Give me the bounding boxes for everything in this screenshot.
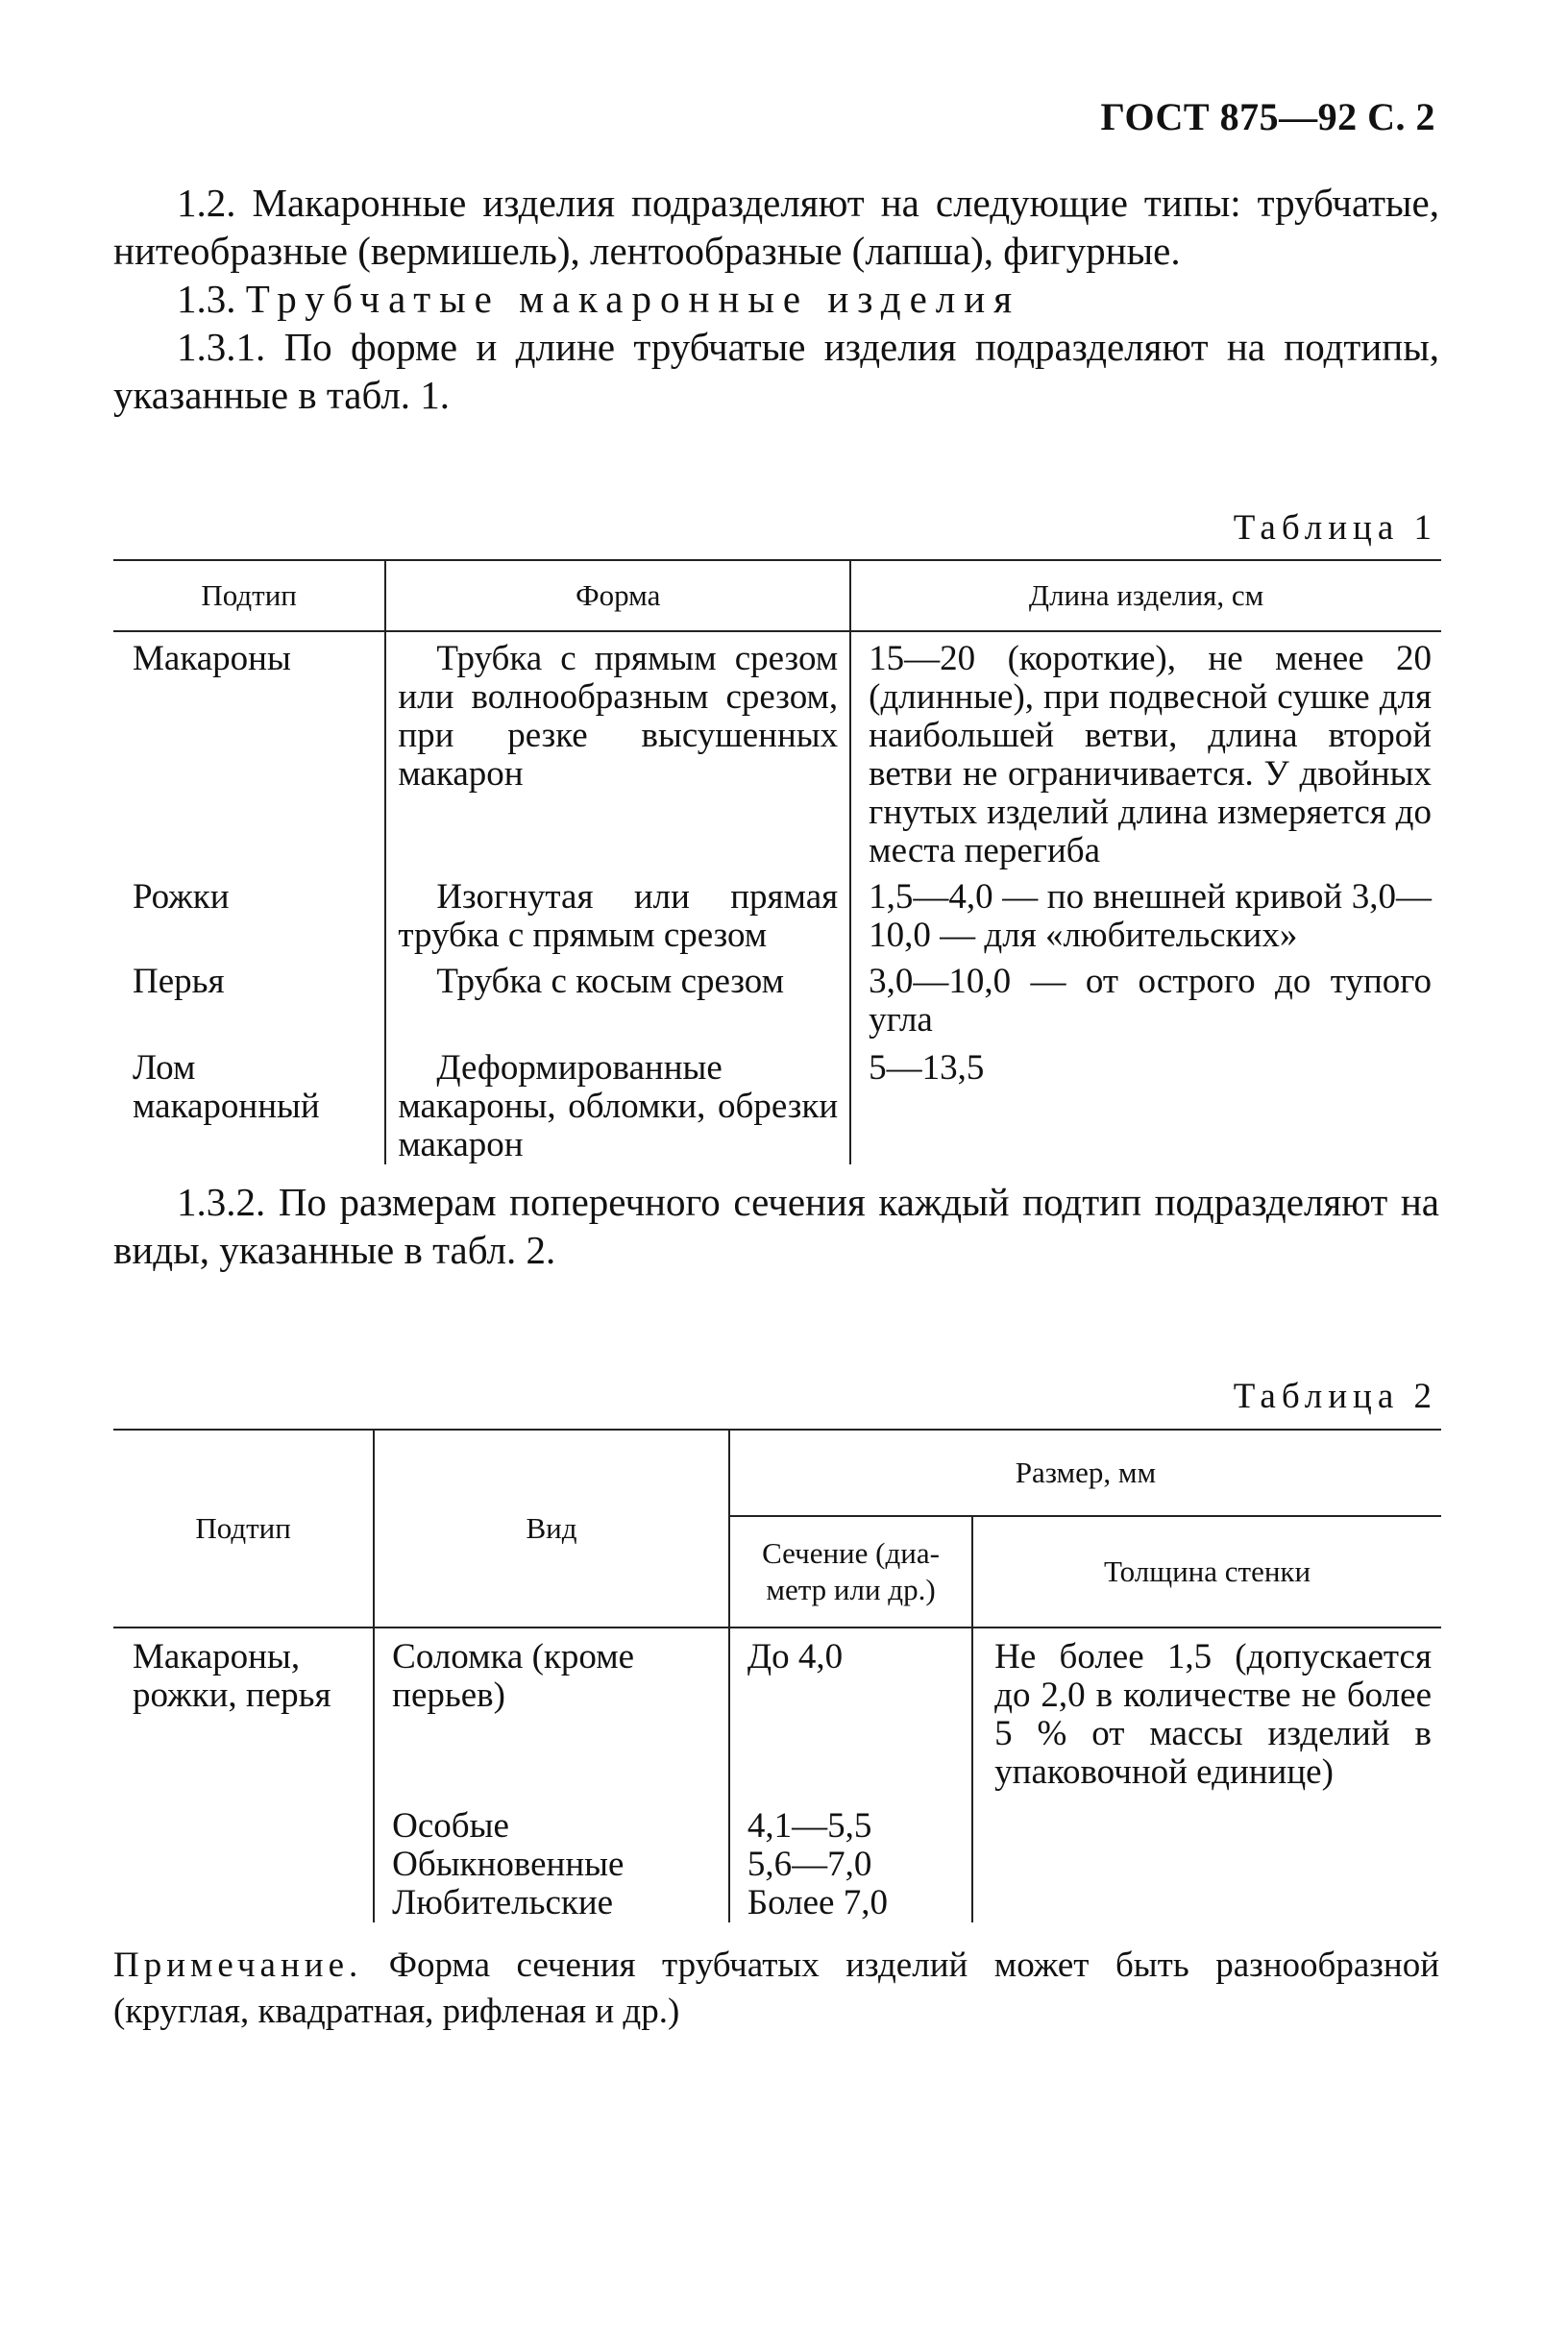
table-2-cell-kind: Соломка (кроме перьев) [374,1628,729,1807]
page-header: ГОСТ 875—92 С. 2 [1100,95,1435,138]
table-2-cell-kind: Любительские [374,1884,729,1922]
table-2-header-subtype: Подтип [113,1430,374,1628]
table-2-cell-subtype: Макароны, рожки, перья [133,1637,331,1715]
table-2-header-size: Размер, мм [729,1430,1441,1516]
table-2 [113,1429,1441,1922]
table-1-cell-length: 5—13,5 [869,1048,985,1088]
table-2-cell-kind: Особые [374,1807,729,1846]
table-1-caption: Таблица 1 [1233,508,1437,548]
table-row [113,870,1441,955]
table-1-cell-subtype: Перья [133,962,225,1001]
table-1-header-form: Форма [385,560,850,631]
table-1-cell-form: Деформированные макароны, обломки, обрезки макарон [385,1041,850,1164]
section-1-2 [113,179,1439,419]
table-2-header-row [113,1430,1441,1516]
paragraph-1-3-2: 1.3.2. По размерам поперечного сечения каждый подтип подразделяют на виды, указанные в табл. 2. [113,1180,1439,1272]
table-2-cell-wall: Не более 1,5 (допускается до 2,0 в количестве не более 5 % от массы изделий в упаковочной единице) [994,1637,1432,1792]
table-1-header-length: Длина изделия, см [850,560,1441,631]
table-1-cell-form: Трубка с косым срезом [385,955,850,1041]
table-1-cell-form: Трубка с прямым срезом или волнообразным срезом, при резке высушенных макарон [385,631,850,870]
table-row [113,955,1441,1041]
note-text: Форма сечения трубчатых изделий может быть разнообразной (круглая, квадратная, рифленая и др.) [113,1946,1440,2031]
table-1-cell-subtype: Рожки [133,877,230,917]
table-1-cell-form: Изогнутая или прямая трубка с прямым срезом [385,870,850,955]
paragraph-1-2: 1.2. Макаронные изделия подразделяют на следующие типы: трубчатые, нитеобразные (вермишель), лентообразные (лапша), фигурные. [113,181,1439,273]
table-1 [113,559,1441,1164]
table-2-cell-section: 4,1—5,5 [729,1807,972,1846]
table-2-cell-kind: Обыкновенные [374,1846,729,1884]
table-1-cell-length: 3,0—10,0 — от острого до тупого угла [869,962,1432,1040]
paragraph-1-3-1: 1.3.1. По форме и длине трубчатые изделия подразделяют на подтипы, указанные в табл. 1. [113,325,1439,417]
table-row [113,1628,1441,1807]
table-2-header-section [729,1516,972,1628]
paragraph-1-3-title: Трубчатые макаронные изделия [245,277,1021,321]
section-1-3-2 [113,1178,1439,1274]
paragraph-1-3-number: 1.3. [177,277,236,321]
table-2-note [113,1943,1439,2035]
table-1-cell-subtype: Лом макаронный [133,1048,320,1126]
table-2-cell-section: 5,6—7,0 [729,1846,972,1884]
table-1-cell-subtype: Макароны [133,639,291,678]
table-row [113,631,1441,870]
table-1-header-subtype: Подтип [113,560,385,631]
table-2-header-kind: Вид [374,1430,729,1628]
table-2-header-wall: Толщина стенки [972,1516,1441,1628]
table-2-cell-section: До 4,0 [729,1628,972,1807]
note-label: Примечание. [113,1946,363,1985]
table-1-cell-length: 1,5—4,0 — по внешней кривой 3,0—10,0 — для «любительских» [869,877,1432,955]
table-row [113,1041,1441,1164]
table-1-cell-length: 15—20 (короткие), не менее 20 (длинные), при подвесной сушке для наибольшей ветви, длина второй ветви не ограничивается. У двойных гнутых изделий длина измеряется до места перегиба [869,639,1432,870]
paragraph-1-3 [113,275,1439,323]
table-2-header-section-line2: метр или др.) [766,1573,936,1606]
table-2-cell-section: Более 7,0 [729,1884,972,1922]
table-2-caption: Таблица 2 [1233,1377,1437,1416]
table-1-header-row [113,560,1441,631]
table-2-header-section-line1: Сечение (диа- [762,1536,940,1570]
